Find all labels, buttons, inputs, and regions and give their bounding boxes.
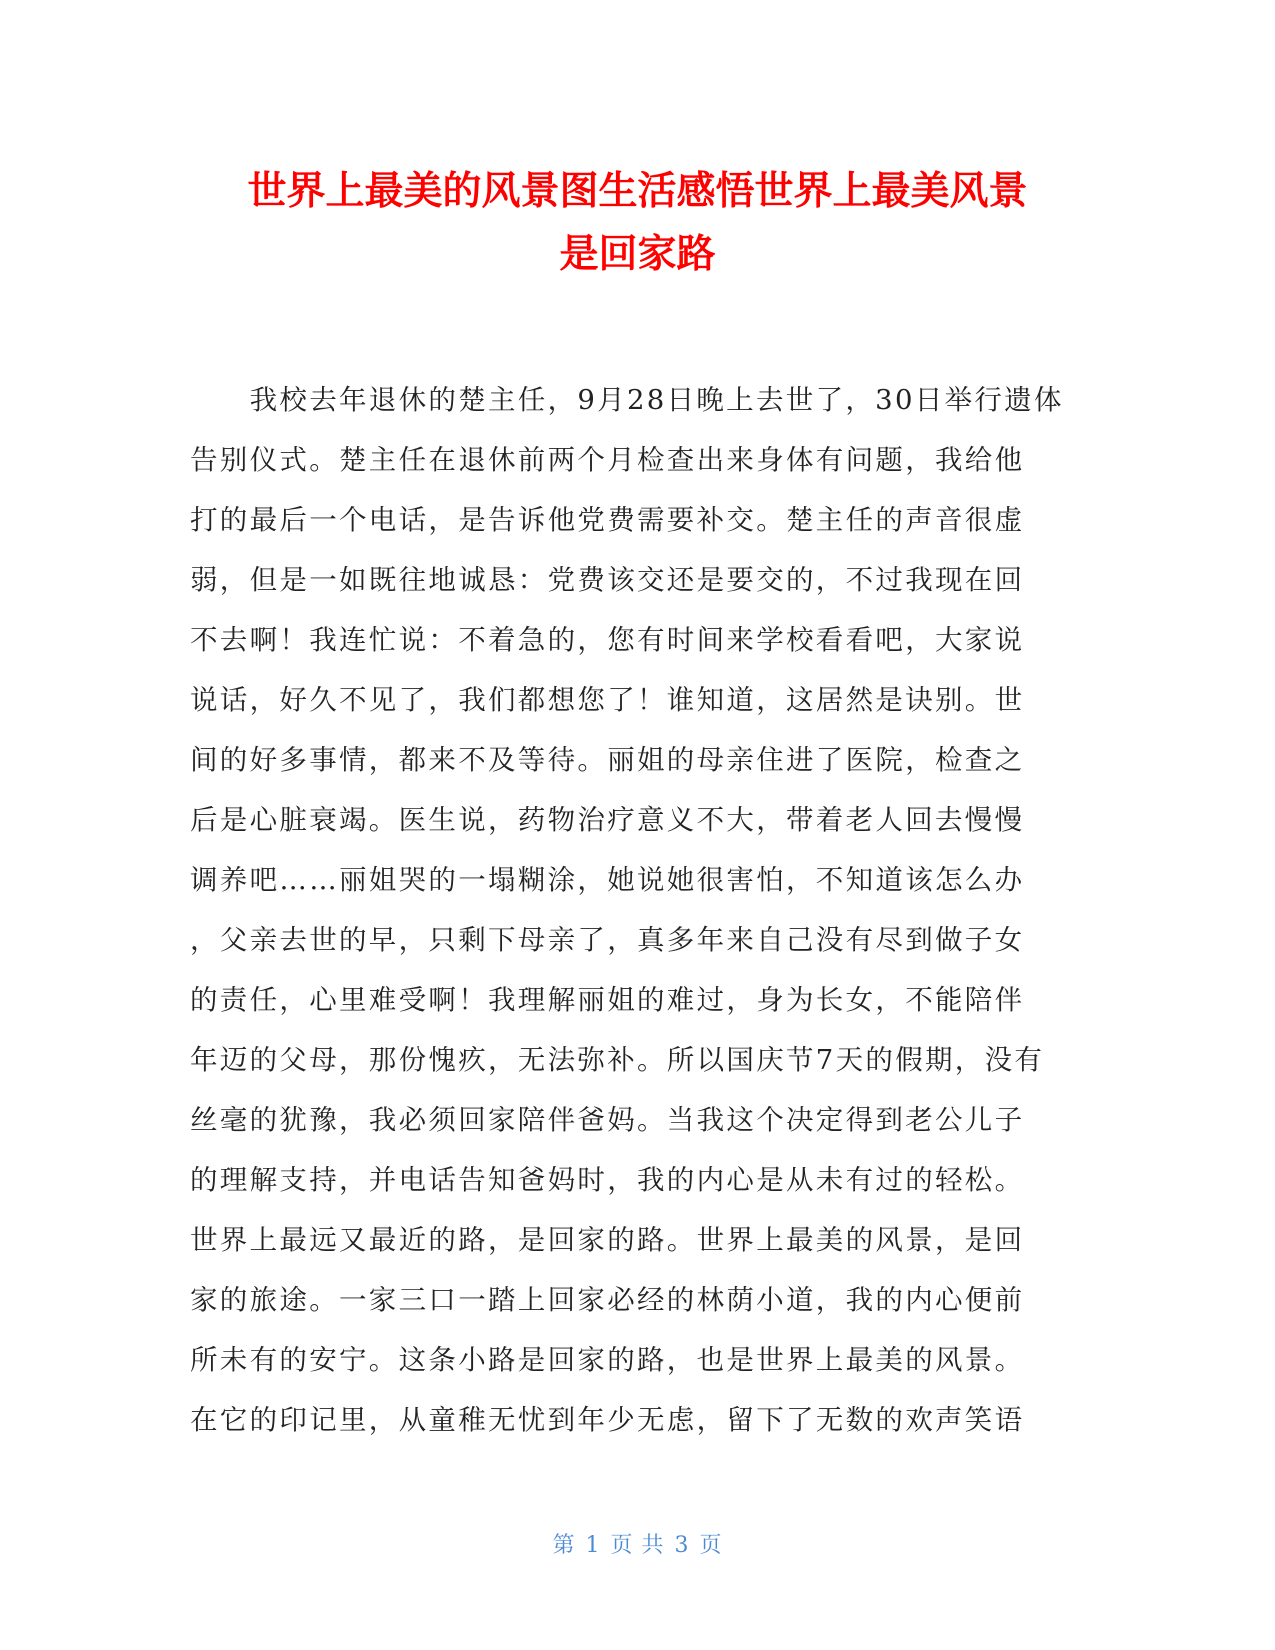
footer-total-pages: 3 <box>674 1533 690 1558</box>
text-line: 后是心脏衰竭。医生说，药物治疗意义不大，带着老人回去慢慢 <box>190 804 1025 836</box>
text-line: 丝毫的犹豫，我必须回家陪伴爸妈。当我这个决定得到老公儿子 <box>190 1104 1025 1136</box>
text-line: 的理解支持，并电话告知爸妈时，我的内心是从未有过的轻松。 <box>190 1164 1025 1196</box>
text-line: 在它的印记里，从童稚无忧到年少无虑，留下了无数的欢声笑语 <box>190 1404 1025 1436</box>
text-line: 的责任，心里难受啊！我理解丽姐的难过，身为长女，不能陪伴 <box>190 984 1025 1016</box>
text-line: 调养吧……丽姐哭的一塌糊涂，她说她很害怕，不知道该怎么办 <box>190 864 1025 896</box>
title-line: 世界上最美的风景图生活感悟世界上最美风景 <box>247 169 1028 214</box>
footer-prefix: 第 <box>552 1533 576 1558</box>
text-line: 间的好多事情，都来不及等待。丽姐的母亲住进了医院，检查之 <box>190 744 1025 776</box>
text-line: 家的旅途。一家三口一踏上回家必经的林荫小道，我的内心便前 <box>190 1284 1025 1316</box>
text-line: ，父亲去世的早，只剩下母亲了，真多年来自己没有尽到做子女 <box>190 924 1025 956</box>
body-paragraph <box>190 370 1090 1450</box>
document-title <box>150 160 1125 286</box>
footer-suffix: 页 <box>699 1533 723 1558</box>
text-line: 打的最后一个电话，是告诉他党费需要补交。楚主任的声音很虚 <box>190 504 1025 536</box>
text-line: 弱，但是一如既往地诚恳：党费该交还是要交的，不过我现在回 <box>190 564 1025 596</box>
page-footer <box>0 1531 1275 1561</box>
footer-middle: 页 共 <box>610 1533 665 1558</box>
text-line: 告别仪式。楚主任在退休前两个月检查出来身体有问题，我给他 <box>190 444 1025 476</box>
footer-page-number: 1 <box>585 1533 601 1558</box>
text-line: 说话，好久不见了，我们都想您了！谁知道，这居然是诀别。世 <box>190 684 1025 716</box>
text-line: 不去啊！我连忙说：不着急的，您有时间来学校看看吧，大家说 <box>190 624 1025 656</box>
text-line: 年迈的父母，那份愧疚，无法弥补。所以国庆节7天的假期，没有 <box>190 1044 1045 1076</box>
text-line: 我校去年退休的楚主任，9月28日晚上去世了，30日举行遗体 <box>190 384 1064 416</box>
text-line: 世界上最远又最近的路，是回家的路。世界上最美的风景，是回 <box>190 1224 1025 1256</box>
text-line: 所未有的安宁。这条小路是回家的路，也是世界上最美的风景。 <box>190 1344 1025 1376</box>
title-line: 是回家路 <box>559 232 716 277</box>
